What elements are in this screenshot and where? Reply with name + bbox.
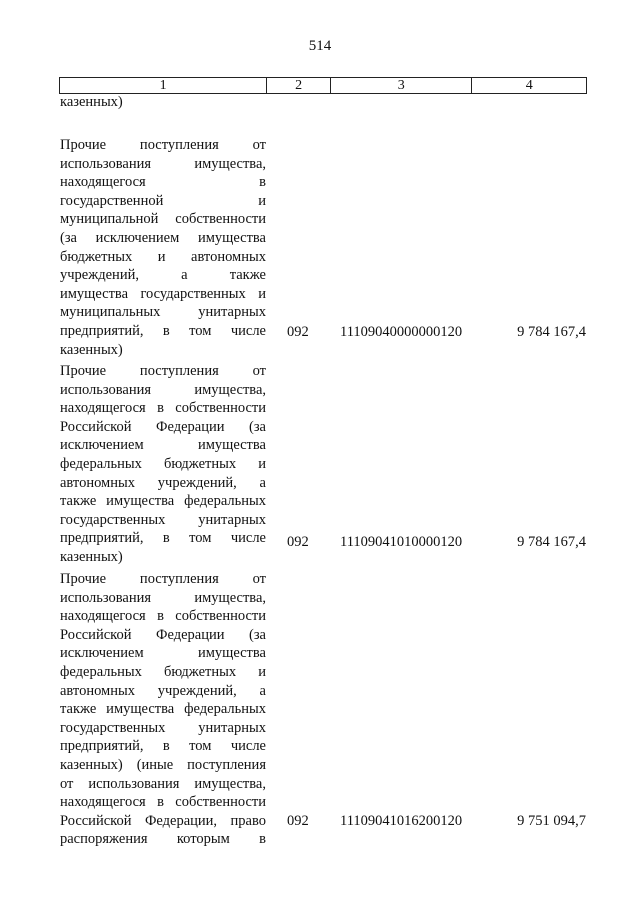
entry-line: предприятий, в том числе bbox=[60, 322, 266, 339]
entry-line: Российской Федерации (за bbox=[60, 418, 266, 435]
budget-classification-code: 11109041010000120 bbox=[340, 534, 463, 550]
entry-line: находящегося в собственности bbox=[60, 794, 266, 811]
entry-line: федеральных бюджетных и bbox=[60, 455, 266, 472]
entry-line: предприятий, в том числе bbox=[60, 738, 266, 755]
budget-classification-code: 11109041016200120 bbox=[340, 813, 463, 829]
entry-line: предприятий, в том числе bbox=[60, 530, 266, 547]
carryover-text: казенных) bbox=[60, 94, 123, 110]
entry-line: бюджетных и автономных bbox=[60, 248, 266, 265]
entry-line: автономных учреждений, а bbox=[60, 682, 266, 699]
header-col-3: 3 bbox=[331, 78, 472, 93]
entry-line: автономных учреждений, а bbox=[60, 474, 266, 491]
entry-line: Российской Федерации, право bbox=[60, 812, 266, 829]
admin-code: 092 bbox=[287, 813, 309, 829]
entry-line: исключением имущества bbox=[60, 645, 266, 662]
entry-description bbox=[60, 136, 266, 359]
amount: 9 784 167,4 bbox=[517, 534, 586, 550]
table-header bbox=[59, 77, 587, 94]
entry-line: государственной и bbox=[60, 192, 266, 209]
entry-line: Российской Федерации (за bbox=[60, 626, 266, 643]
entry-line: муниципальных унитарных bbox=[60, 304, 266, 321]
entry-line: государственных унитарных bbox=[60, 719, 266, 736]
entry-line: Прочие поступления от bbox=[60, 137, 266, 153]
entry-line: использования имущества, bbox=[60, 589, 266, 606]
entry-line: использования имущества, bbox=[60, 381, 266, 398]
amount: 9 784 167,4 bbox=[517, 324, 586, 340]
entry-line: от использования имущества, bbox=[60, 775, 266, 792]
entry-line: Прочие поступления от bbox=[60, 363, 266, 379]
entry-line: исключением имущества bbox=[60, 437, 266, 454]
header-col-2: 2 bbox=[267, 78, 331, 93]
entry-description bbox=[60, 362, 266, 567]
header-col-1: 1 bbox=[60, 78, 267, 93]
entry-line: учреждений, а также bbox=[60, 267, 266, 284]
entry-line: находящегося в bbox=[60, 174, 266, 191]
entry-line: также имущества федеральных bbox=[60, 493, 266, 510]
entry-line: федеральных бюджетных и bbox=[60, 663, 266, 680]
entry-line: казенных) (иные поступления bbox=[60, 756, 266, 773]
admin-code: 092 bbox=[287, 324, 309, 340]
budget-classification-code: 11109040000000120 bbox=[340, 324, 463, 340]
entry-line: Прочие поступления от bbox=[60, 571, 266, 587]
entry-line: имущества государственных и bbox=[60, 285, 266, 302]
entry-line: казенных) bbox=[60, 548, 123, 565]
entry-line: государственных унитарных bbox=[60, 511, 266, 528]
entry-line: использования имущества, bbox=[60, 155, 266, 172]
entry-line: распоряжения которым в bbox=[60, 831, 266, 848]
admin-code: 092 bbox=[287, 534, 309, 550]
page-number: 514 bbox=[308, 38, 332, 54]
header-col-4: 4 bbox=[525, 78, 533, 93]
entry-line: находящегося в собственности bbox=[60, 400, 266, 417]
amount: 9 751 094,7 bbox=[517, 813, 586, 829]
entry-line: муниципальной собственности bbox=[60, 211, 266, 228]
entry-line: также имущества федеральных bbox=[60, 701, 266, 718]
entry-line: находящегося в собственности bbox=[60, 608, 266, 625]
entry-line: (за исключением имущества bbox=[60, 229, 266, 246]
entry-line: казенных) bbox=[60, 341, 123, 358]
entry-description bbox=[60, 570, 266, 849]
